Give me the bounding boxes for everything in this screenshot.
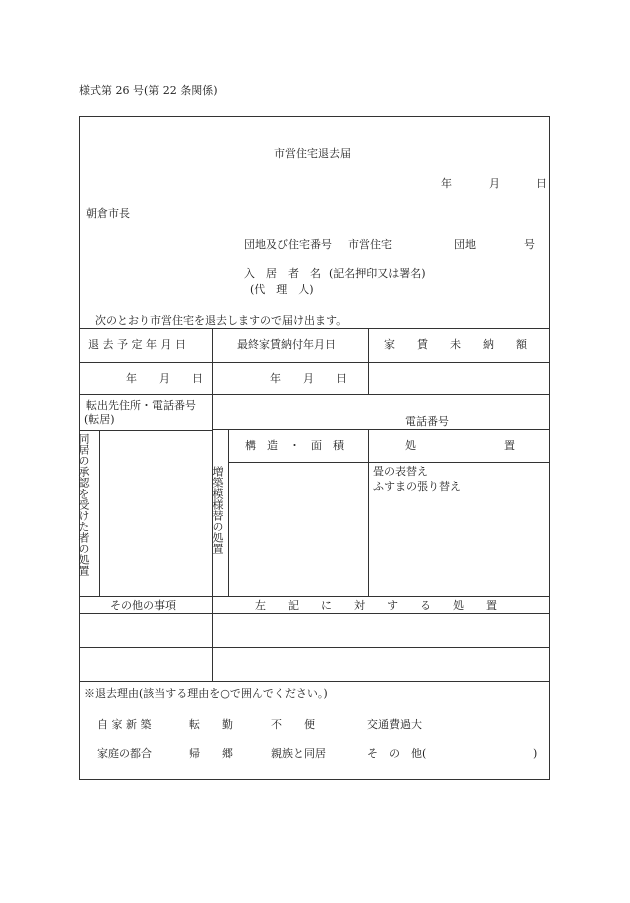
reasons-heading: ※退去理由(該当する理由を○で囲んでください。) [84, 687, 328, 700]
final-rent-date-value: 年 月 日 [270, 372, 347, 385]
reason-live-relatives: 親族と同居 [271, 747, 326, 760]
rule [79, 328, 550, 329]
reason-transport-cost: 交通費過大 [367, 718, 422, 731]
other-matters-header: その他の事項 [110, 599, 176, 612]
rule [79, 394, 550, 395]
rule [228, 462, 550, 463]
reason-inconvenience: 不 便 [271, 718, 315, 731]
disposal-header: 処 置 [405, 439, 515, 452]
rule [79, 613, 550, 614]
rule [79, 362, 550, 363]
rule [99, 430, 212, 431]
rule [368, 328, 369, 394]
reason-family: 家庭の都合 [97, 747, 152, 760]
left-disposal-header: 左 記 に 対 す る 処 置 [255, 599, 497, 612]
phone-label: 電話番号 [405, 415, 449, 428]
date-month: 月 [489, 177, 500, 190]
planned-date-header: 退 去 予 定 年 月 日 [88, 338, 186, 351]
fusuma-item: ふすまの張り替え [373, 480, 461, 493]
renovation-label: 増築模様替の処置 [211, 466, 224, 554]
rule [228, 429, 229, 596]
reason-other: そ の 他( [367, 747, 427, 760]
cohabitant-label: 同居の承認を受けた者の処置 [77, 433, 90, 576]
rule [79, 681, 550, 682]
planned-date-value: 年 月 日 [126, 372, 203, 385]
addressee: 朝倉市長 [86, 207, 130, 220]
page-title: 市営住宅退去届 [274, 147, 351, 160]
rule [79, 596, 550, 597]
housing-prefix: 市営住宅 [348, 238, 392, 251]
resident-label: 入 居 者 名 [244, 267, 321, 280]
rule [212, 429, 550, 430]
housing-label: 団地及び住宅番号 [244, 238, 332, 251]
rule [79, 647, 550, 648]
rule [212, 328, 213, 394]
unpaid-rent-header: 家 賃 未 納 額 [384, 338, 527, 351]
housing-danchi: 団地 [454, 238, 476, 251]
reason-own-house: 自 家 新 築 [97, 718, 152, 731]
relocation-label: (転居) [84, 413, 115, 426]
structure-header: 構 造 ・ 面 積 [245, 439, 344, 452]
rule [99, 430, 100, 596]
reason-transfer: 転 勤 [189, 718, 233, 731]
statement: 次のとおり市営住宅を退去しますので届け出ます。 [95, 314, 348, 327]
agent-label: (代 理 人) [250, 283, 314, 296]
date-year: 年 [441, 177, 452, 190]
rule [368, 429, 369, 596]
housing-go: 号 [524, 238, 535, 251]
reason-return-home: 帰 郷 [189, 747, 233, 760]
form-number: 様式第 26 号(第 22 条関係) [79, 84, 218, 97]
final-rent-header: 最終家賃納付年月日 [237, 338, 336, 351]
date-day: 日 [536, 177, 547, 190]
rule [79, 430, 99, 431]
reason-other-close: ) [533, 747, 538, 760]
resident-note: (記名押印又は署名) [329, 267, 426, 280]
new-address-label: 転出先住所・電話番号 [86, 399, 196, 412]
tatami-item: 畳の表替え [373, 465, 428, 478]
